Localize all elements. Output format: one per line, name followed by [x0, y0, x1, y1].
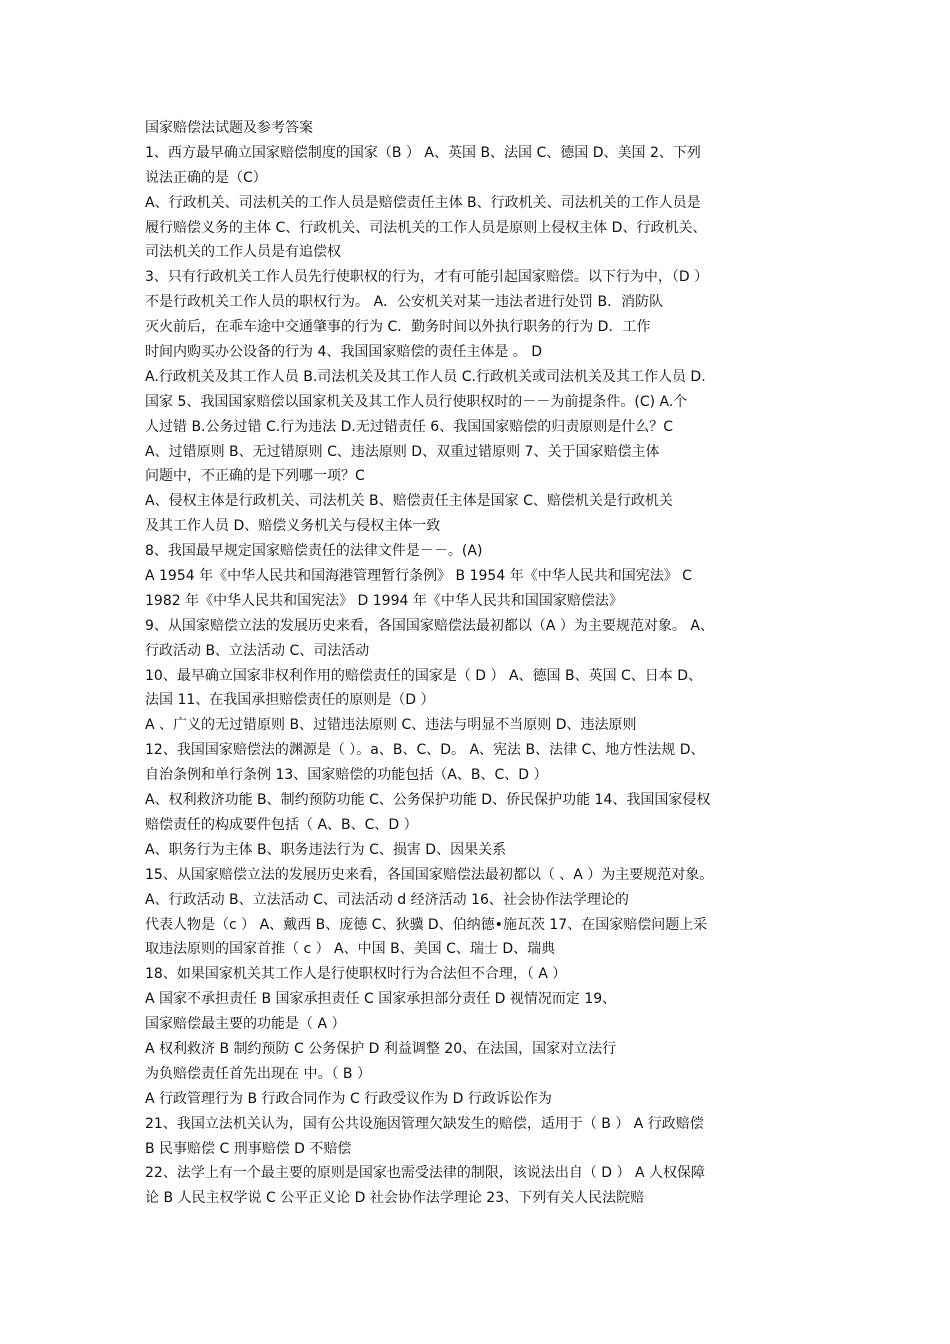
text-line: 15、从国家赔偿立法的发展历史来看，各国国家赔偿法最初都以（ 、A ）为主要规范对象。	[145, 866, 714, 883]
text-line: 自治条例和单行条例 13、国家赔偿的功能包括（A、B、C、D ）	[145, 767, 548, 784]
text-line: 21、我国立法机关认为，国有公共设施因管理欠缺发生的赔偿，适用于（ B ） A 行政赔偿	[145, 1115, 704, 1132]
text-line: 论 B 人民主权学说 C 公平正义论 D 社会协作法学理论 23、下列有关人民法院赔	[145, 1190, 645, 1207]
text-line: B 民事赔偿 C 刑事赔偿 D 不赔偿	[145, 1140, 352, 1157]
text-line: A.行政机关及其工作人员 B.司法机关及其工作人员 C.行政机关或司法机关及其工作人员 D.	[145, 368, 706, 385]
text-line: 国家赔偿最主要的功能是（ A ）	[145, 1016, 346, 1033]
text-line: A、权利救济功能 B、制约预防功能 C、公务保护功能 D、侨民保护功能 14、我国国家侵权	[145, 792, 711, 809]
text-line: 法国 11、在我国承担赔偿责任的原则是（D ）	[145, 692, 435, 709]
text-line: 代表人物是（c ） A、戴西 B、庞德 C、狄骥 D、伯纳德•施瓦茨 17、在国家赔偿问题上采	[145, 916, 708, 933]
text-line: 履行赔偿义务的主体 C、行政机关、司法机关的工作人员是原则上侵权主体 D、行政机关、	[145, 219, 707, 236]
text-line: 灭火前后，在乖车途中交通肇事的行为 C．勤务时间以外执行职务的行为 D．工作	[145, 319, 651, 336]
text-line: A 行政管理行为 B 行政合同作为 C 行政受议作为 D 行政诉讼作为	[145, 1090, 552, 1107]
text-line: 3、只有行政机关工作人员先行使职权的行为，才有可能引起国家赔偿。以下行为中，（D ）	[145, 269, 709, 286]
text-line: A 国家不承担责任 B 国家承担责任 C 国家承担部分责任 D 视情况而定 19、	[145, 991, 617, 1008]
text-line: 1、西方最早确立国家赔偿制度的国家（B ） A、英国 B、法国 C、德国 D、美国 2、下列	[145, 144, 701, 161]
text-line: 及其工作人员 D、赔偿义务机关与侵权主体一致	[145, 518, 441, 535]
text-line: 12、我国国家赔偿法的渊源是（ ）。a、B、C、D。 A、宪法 B、法律 C、地方性法规 D、	[145, 742, 705, 759]
text-line: A 、广义的无过错原则 B、过错违法原则 C、违法与明显不当原则 D、违法原则	[145, 717, 637, 734]
text-line: A、过错原则 B、无过错原则 C、违法原则 D、双重过错原则 7、关于国家赔偿主体	[145, 443, 660, 460]
text-line: 赔偿责任的构成要件包括（ A、B、C、D ）	[145, 816, 418, 833]
text-line: 8、我国最早规定国家赔偿责任的法律文件是－－。(A)	[145, 543, 483, 560]
text-line: A、行政机关、司法机关的工作人员是赔偿责任主体 B、行政机关、司法机关的工作人员是	[145, 194, 701, 211]
text-line: 说法正确的是（C）	[145, 169, 267, 186]
text-line: 取违法原则的国家首推（ c ） A、中国 B、美国 C、瑞士 D、瑞典	[145, 941, 556, 958]
text-line: A 权利救济 B 制约预防 C 公务保护 D 利益调整 20、在法国，国家对立法行	[145, 1040, 617, 1057]
text-line: 国家 5、我国国家赔偿以国家机关及其工作人员行使职权时的－－为前提条件。(C) A.个	[145, 393, 688, 410]
text-line: 行政活动 B、立法活动 C、司法活动	[145, 642, 370, 659]
text-line: 时间内购买办公设备的行为 4、我国国家赔偿的责任主体是 。 D	[145, 344, 543, 361]
text-line: A、行政活动 B、立法活动 C、司法活动 d 经济活动 16、社会协作法学理论的	[145, 891, 629, 908]
text-line: 为负赔偿责任首先出现在 中。（ B ）	[145, 1065, 371, 1082]
document-body	[145, 116, 810, 1211]
text-line: 22、法学上有一个最主要的原则是国家也需受法律的制限，该说法出自（ D ） A 人权保障	[145, 1165, 705, 1182]
text-line: 18、如果国家机关其工作人是行使职权时行为合法但不合理，（ A ）	[145, 966, 567, 983]
text-line: 10、最早确立国家非权利作用的赔偿责任的国家是（ D ） A、德国 B、英国 C、日本 D、	[145, 667, 703, 684]
text-line: A、侵权主体是行政机关、司法机关 B、赔偿责任主体是国家 C、赔偿机关是行政机关	[145, 493, 673, 510]
text-line: 不是行政机关工作人员的职权行为。 A．公安机关对某一违法者进行处罚 B．消防队	[145, 294, 664, 311]
text-line: A 1954 年《中华人民共和国海港管理暂行条例》 B 1954 年《中华人民共和国宪法》 C	[145, 568, 692, 585]
document-title: 国家赔偿法试题及参考答案	[145, 120, 313, 136]
text-line: 人过错 B.公务过错 C.行为违法 D.无过错责任 6、我国国家赔偿的归责原则是什么？C	[145, 418, 673, 435]
text-line: 9、从国家赔偿立法的发展历史来看，各国国家赔偿法最初都以（A ）为主要规范对象。 A、	[145, 617, 714, 634]
text-line: 司法机关的工作人员是有追偿权	[145, 244, 341, 261]
text-line: 问题中，不正确的是下列哪一项？C	[145, 468, 365, 485]
text-line: A、职务行为主体 B、职务违法行为 C、损害 D、因果关系	[145, 841, 507, 858]
text-line: 1982 年《中华人民共和国宪法》 D 1994 年《中华人民共和国国家赔偿法》	[145, 592, 623, 609]
